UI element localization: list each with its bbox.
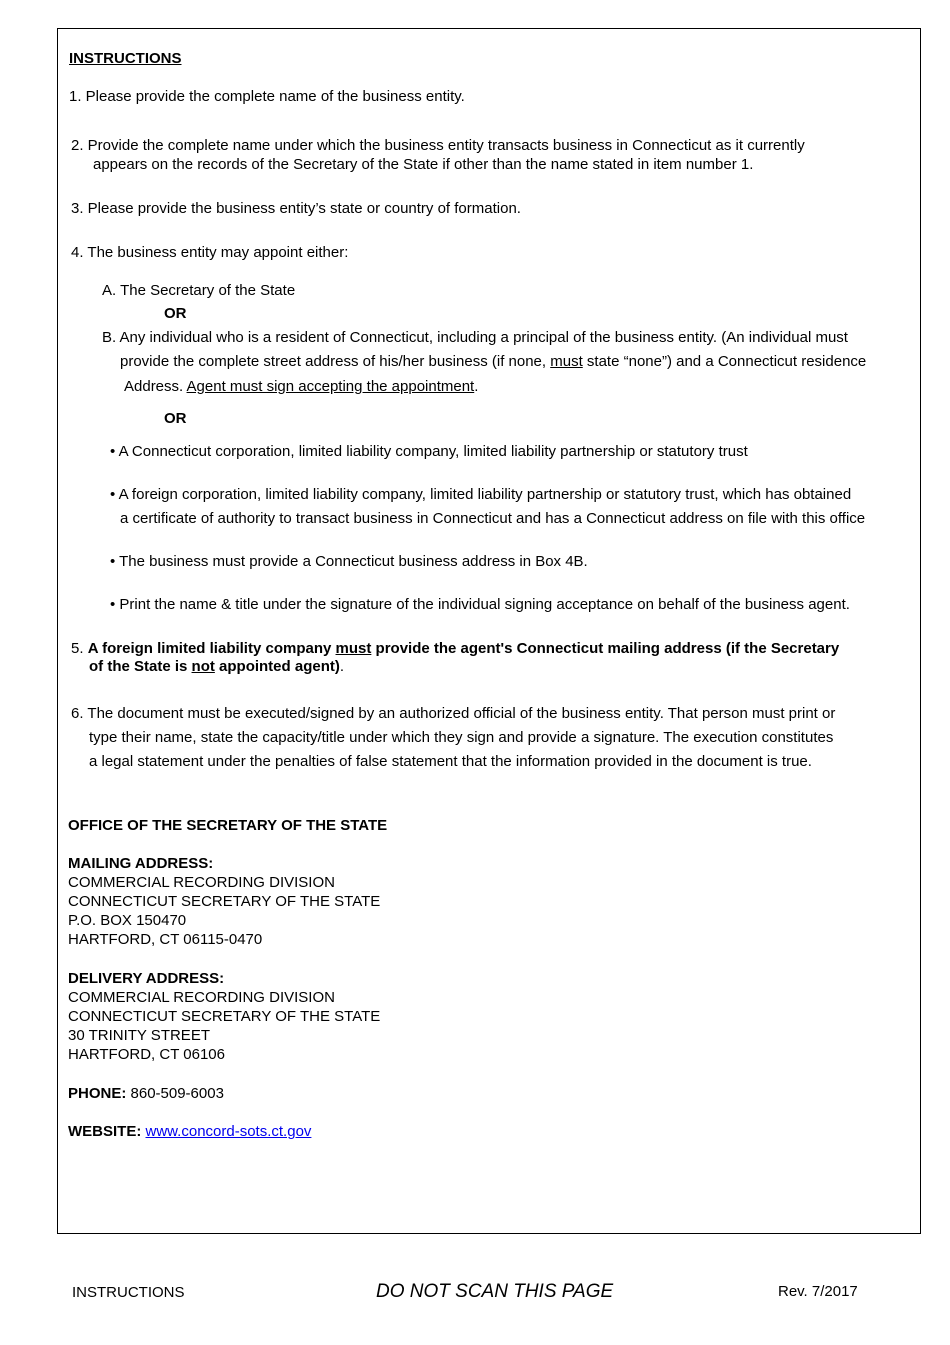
instruction-item-4b-line-1: B. Any individual who is a resident of Connecticut, including a principal of the business entity. (An individual must [102, 329, 848, 346]
bullet-print-name: • Print the name & title under the signature of the individual signing acceptance on behalf of the business agent. [110, 596, 850, 613]
instruction-item-1: 1. Please provide the complete name of the business entity. [69, 88, 465, 105]
item-5-must: must [335, 640, 372, 657]
instruction-item-4b-line-2 [120, 352, 866, 371]
office-heading: OFFICE OF THE SECRETARY OF THE STATE [68, 817, 388, 834]
website-label: WEBSITE: [68, 1123, 142, 1140]
instruction-item-5-line-2 [89, 657, 344, 676]
agent-must-sign-note: Agent must sign accepting the appointment [186, 378, 475, 395]
mailing-address-line: HARTFORD, CT 06115-0470 [68, 931, 263, 948]
instruction-item-2-line-2: appears on the records of the Secretary of the State if other than the name stated in item number 1. [93, 156, 754, 173]
item-5-period: . [339, 658, 345, 675]
item-4b-must: must [550, 353, 583, 370]
mailing-address-line: CONNECTICUT SECRETARY OF THE STATE [68, 893, 381, 910]
instruction-item-5-line-1 [71, 639, 839, 658]
mailing-address-line: P.O. BOX 150470 [68, 912, 187, 929]
instruction-item-6-line-3: a legal statement under the penalties of false statement that the information provided in the document is true. [89, 753, 812, 770]
or-separator-2: OR [164, 410, 187, 427]
instruction-item-6-line-1: 6. The document must be executed/signed by an authorized official of the business entity. That person must print or [71, 705, 836, 722]
bullet-ct-entity: • A Connecticut corporation, limited liability company, limited liability partnership or statutory trust [110, 443, 748, 460]
item-5-number: 5. [71, 640, 88, 657]
item-5-line-2-text-b: appointed agent) [214, 658, 340, 675]
footer-left-label: INSTRUCTIONS [72, 1284, 185, 1301]
instruction-item-4a: A. The Secretary of the State [102, 282, 296, 299]
bullet-business-address: • The business must provide a Connecticut business address in Box 4B. [110, 553, 588, 570]
mailing-address-line: COMMERCIAL RECORDING DIVISION [68, 874, 335, 891]
footer-do-not-scan: DO NOT SCAN THIS PAGE [376, 1281, 614, 1302]
phone-number: 860-509-6003 [126, 1085, 224, 1102]
item-5-text-b: provide the agent's Connecticut mailing address (if the Secretary [371, 640, 840, 657]
delivery-address-line: 30 TRINITY STREET [68, 1027, 210, 1044]
or-separator-1: OR [164, 305, 187, 322]
phone-line [68, 1084, 224, 1103]
item-5-not: not [191, 658, 215, 675]
instruction-item-3: 3. Please provide the business entity’s state or country of formation. [71, 200, 521, 217]
bullet-foreign-entity-line-1: • A foreign corporation, limited liability company, limited liability partnership or statutory trust, which has obtained [110, 486, 852, 503]
item-4b-line-2-text-a: provide the complete street address of his/her business (if none, [120, 353, 551, 370]
item-4b-line-3-text-a: Address. [124, 378, 187, 395]
delivery-address-line: HARTFORD, CT 06106 [68, 1046, 225, 1063]
instruction-item-4b-line-3 [124, 377, 478, 396]
instruction-item-2-line-1: 2. Provide the complete name under which the business entity transacts business in Connecticut as it currently [71, 137, 805, 154]
item-4b-line-2-text-b: state “none”) and a Connecticut residence [582, 353, 867, 370]
delivery-address-line: COMMERCIAL RECORDING DIVISION [68, 989, 335, 1006]
item-4b-line-3-text-b: . [474, 378, 479, 395]
instructions-heading: INSTRUCTIONS [69, 50, 182, 67]
instruction-item-6-line-2: type their name, state the capacity/title under which they sign and provide a signature. The execution constitutes [89, 729, 834, 746]
phone-label: PHONE: [68, 1085, 127, 1102]
website-line [68, 1122, 311, 1141]
delivery-address-label: DELIVERY ADDRESS: [68, 970, 225, 987]
bullet-foreign-entity-line-2: a certificate of authority to transact business in Connecticut and has a Connecticut address on file with this office [120, 510, 866, 527]
website-link[interactable]: www.concord-sots.ct.gov [145, 1123, 312, 1140]
delivery-address-line: CONNECTICUT SECRETARY OF THE STATE [68, 1008, 381, 1025]
mailing-address-label: MAILING ADDRESS: [68, 855, 214, 872]
instruction-item-4: 4. The business entity may appoint either: [71, 244, 349, 261]
footer-revision: Rev. 7/2017 [778, 1283, 858, 1300]
item-5-line-2-text-a: of the State is [89, 658, 192, 675]
item-5-text-a: A foreign limited liability company [87, 640, 336, 657]
